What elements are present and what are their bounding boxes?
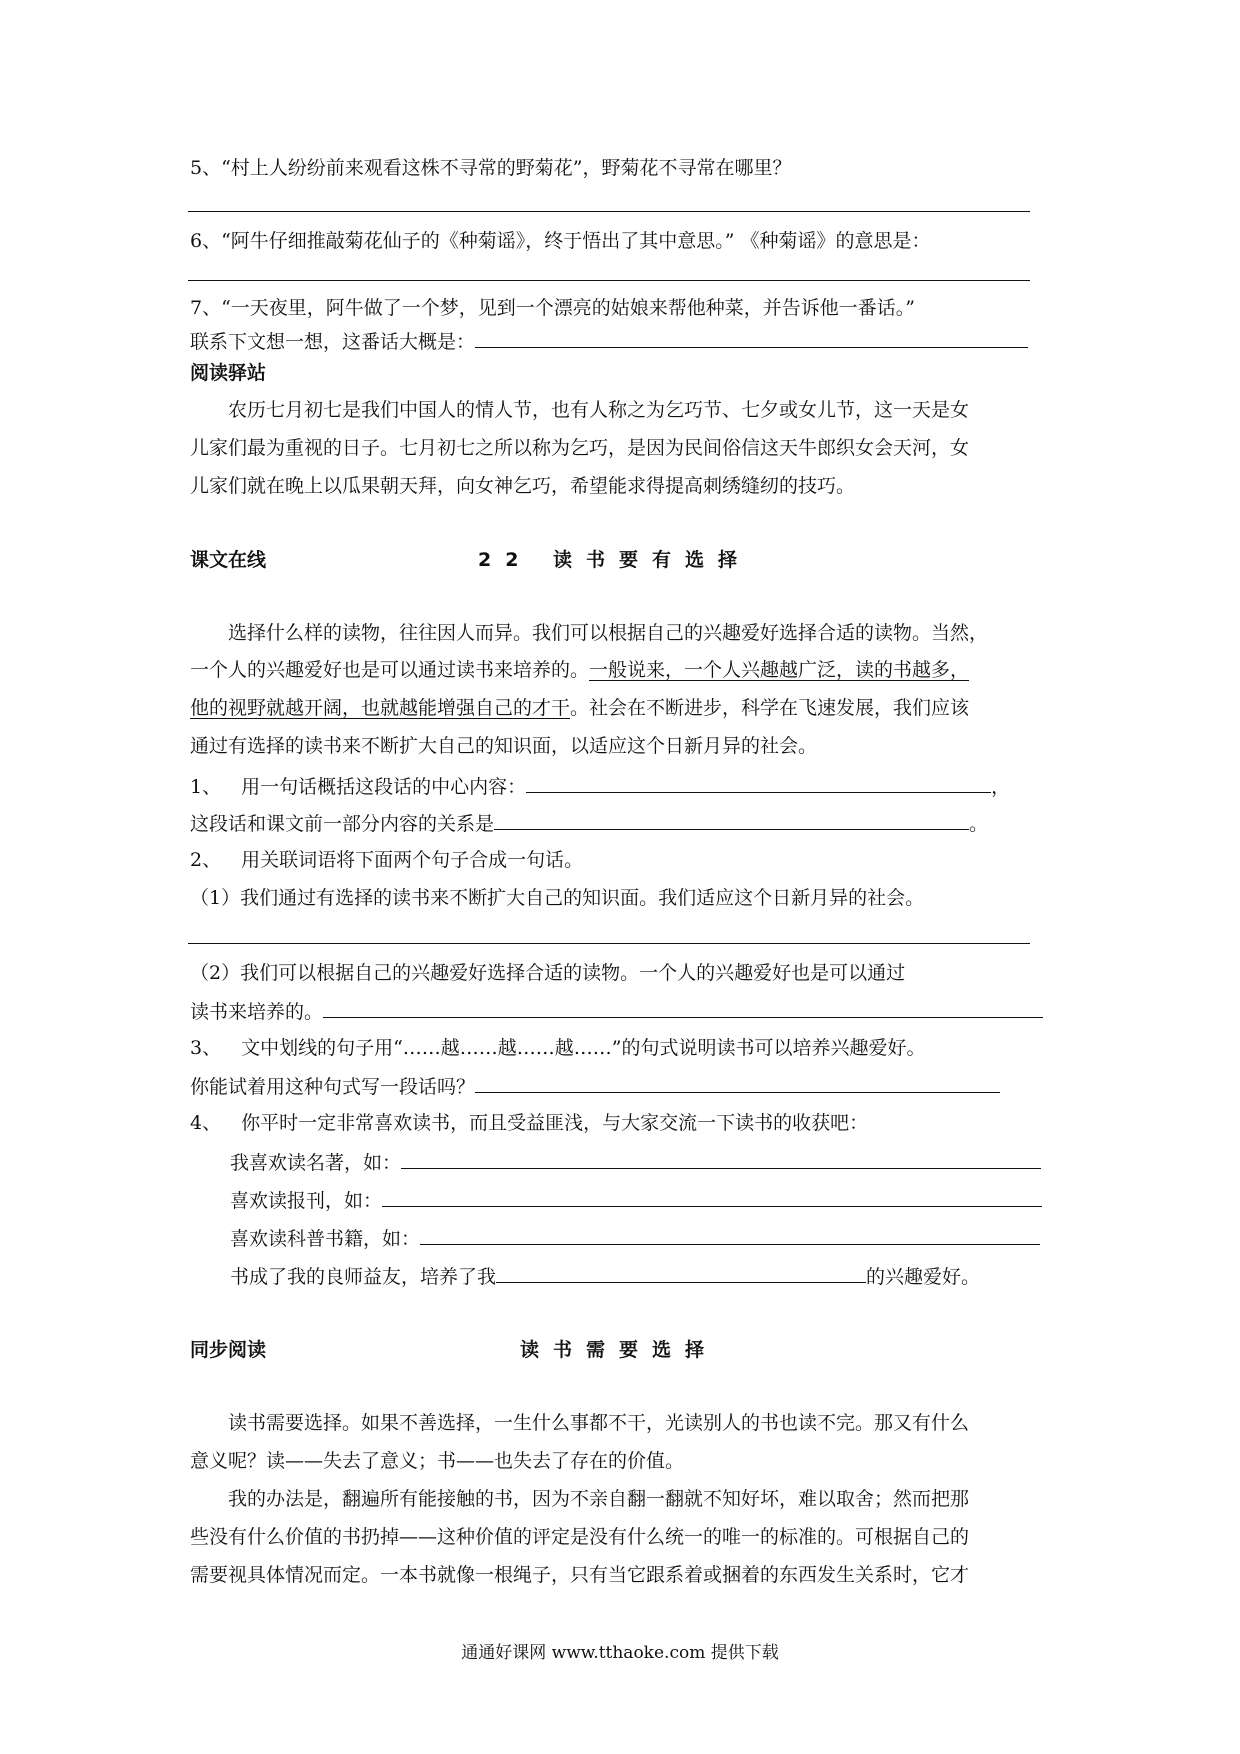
answer-blank-q2-2[interactable] — [323, 997, 1043, 1018]
underlined-sentence: 他的视野就越开阔，也就越能增强自己的才干 — [190, 697, 571, 719]
lesson-text: 一个人的兴趣爱好也是可以通过读书来培养的。 — [190, 659, 590, 681]
q1-punct: ， — [991, 776, 1011, 798]
question-5: 5、“村上人纷纷前来观看这株不寻常的野菊花”，野菊花不寻常在哪里？ — [190, 157, 792, 179]
sync-reading-title: 读书需要选择 — [520, 1339, 719, 1361]
sync-reading-line: 需要视具体情况而定。一本书就像一根绳子，只有当它跟系着或捆着的东西发生关系时，它才 — [190, 1564, 970, 1586]
q3-prompt: 文中划线的句子用“……越……越……越……”的句式说明读书可以培养兴趣爱好。 — [241, 1037, 926, 1059]
q4-d-prompt: 书成了我的良师益友，培养了我 — [230, 1266, 497, 1288]
answer-blank-q4-b[interactable] — [382, 1186, 1042, 1207]
lesson-q3 — [190, 1035, 926, 1061]
q1-prompt: 用一句话概括这段话的中心内容： — [241, 776, 527, 798]
answer-blank-q1[interactable] — [526, 772, 991, 793]
q2-2-prompt: 读书来培养的。 — [190, 1001, 324, 1023]
lesson-q2 — [190, 847, 583, 873]
lesson-q2-2b — [190, 997, 1043, 1025]
lesson-q1b — [190, 809, 988, 837]
reading-station-title: 阅读驿站 — [190, 362, 267, 384]
answer-blank-q7[interactable] — [475, 327, 1028, 348]
page-footer: 通通好课网 www.tthaoke.com 提供下载 — [461, 1643, 779, 1663]
question-7-line2 — [190, 327, 1028, 355]
lesson-q2-2a: （2）我们可以根据自己的兴趣爱好选择合适的读物。一个人的兴趣爱好也是可以通过 — [190, 962, 906, 984]
answer-blank-q3[interactable] — [475, 1072, 1000, 1093]
answer-line-q6[interactable] — [188, 280, 1030, 281]
lesson-q4-c — [230, 1224, 1040, 1252]
reading-station-line: 儿家们就在晚上以瓜果朝天拜，向女神乞巧，希望能求得提高刺绣缝纫的技巧。 — [190, 475, 856, 497]
q1b-punct: 。 — [969, 813, 989, 835]
q1-number: 1、 — [190, 776, 222, 798]
sync-reading-label: 同步阅读 — [190, 1339, 267, 1361]
q2-prompt: 用关联词语将下面两个句子合成一句话。 — [241, 849, 584, 871]
lesson-paragraph-line: 选择什么样的读物，往往因人而异。我们可以根据自己的兴趣爱好选择合适的读物。当然， — [228, 622, 989, 644]
lesson-section-label: 课文在线 — [190, 549, 267, 571]
q4-prompt: 你平时一定非常喜欢读书，而且受益匪浅，与大家交流一下读书的收获吧： — [241, 1112, 869, 1134]
answer-line-q2-1[interactable] — [188, 943, 1030, 944]
lesson-q1 — [190, 772, 1010, 800]
q4-number: 4、 — [190, 1112, 222, 1134]
underlined-sentence: 一般说来，一个人兴趣越广泛，读的书越多， — [589, 659, 970, 681]
lesson-q4-a — [230, 1148, 1041, 1176]
lesson-paragraph-line — [190, 657, 969, 683]
q3b-prompt: 你能试着用这种句式写一段话吗？ — [190, 1076, 476, 1098]
lesson-q3b — [190, 1072, 1000, 1100]
sync-reading-line: 读书需要选择。如果不善选择，一生什么事都不干，光读别人的书也读不完。那又有什么 — [228, 1412, 970, 1434]
q4-d-suffix: 的兴趣爱好。 — [866, 1266, 981, 1288]
sync-reading-line: 些没有什么价值的书扔掉——这种价值的评定是没有什么统一的唯一的标准的。可根据自己的 — [190, 1526, 970, 1548]
q4-b-prompt: 喜欢读报刊，如： — [230, 1190, 383, 1212]
lesson-q4-b — [230, 1186, 1042, 1214]
question-7-line1: 7、“一天夜里，阿牛做了一个梦，见到一个漂亮的姑娘来帮他种菜，并告诉他一番话。” — [190, 297, 916, 319]
lesson-paragraph-line: 通过有选择的读书来不断扩大自己的知识面，以适应这个日新月异的社会。 — [190, 735, 818, 757]
lesson-q2-1: （1）我们通过有选择的读书来不断扩大自己的知识面。我们适应这个日新月异的社会。 — [190, 887, 925, 909]
lesson-text: 。社会在不断进步，科学在飞速发展，我们应该 — [570, 697, 970, 719]
q4-a-prompt: 我喜欢读名著，如： — [230, 1152, 402, 1174]
q3-number: 3、 — [190, 1037, 222, 1059]
reading-station-line: 儿家们最为重视的日子。七月初七之所以称为乞巧，是因为民间俗信这天牛郎织女会天河，女 — [190, 437, 970, 459]
lesson-paragraph-line — [190, 695, 969, 721]
lesson-title: 22 读书要有选择 — [478, 549, 752, 571]
sync-reading-line: 意义呢？读——失去了意义；书——也失去了存在的价值。 — [190, 1450, 685, 1472]
answer-blank-q4-a[interactable] — [401, 1148, 1041, 1169]
q4-c-prompt: 喜欢读科普书籍，如： — [230, 1228, 421, 1250]
answer-blank-q4-c[interactable] — [420, 1224, 1040, 1245]
q2-number: 2、 — [190, 849, 222, 871]
q1b-prompt: 这段话和课文前一部分内容的关系是 — [190, 813, 495, 835]
lesson-q4-d — [230, 1262, 980, 1290]
question-7-prompt: 联系下文想一想，这番话大概是： — [190, 331, 476, 353]
answer-blank-q4-d[interactable] — [496, 1262, 866, 1283]
sync-reading-line: 我的办法是，翻遍所有能接触的书，因为不亲自翻一翻就不知好坏，难以取舍；然而把那 — [228, 1488, 970, 1510]
answer-blank-q1b[interactable] — [494, 809, 969, 830]
lesson-q4 — [190, 1110, 868, 1136]
question-6: 6、“阿牛仔细推敲菊花仙子的《种菊谣》，终于悟出了其中意思。” 《种菊谣》的意思是： — [190, 230, 931, 252]
reading-station-line: 农历七月初七是我们中国人的情人节，也有人称之为乞巧节、七夕或女儿节，这一天是女 — [228, 399, 970, 421]
answer-line-q5[interactable] — [188, 211, 1030, 212]
